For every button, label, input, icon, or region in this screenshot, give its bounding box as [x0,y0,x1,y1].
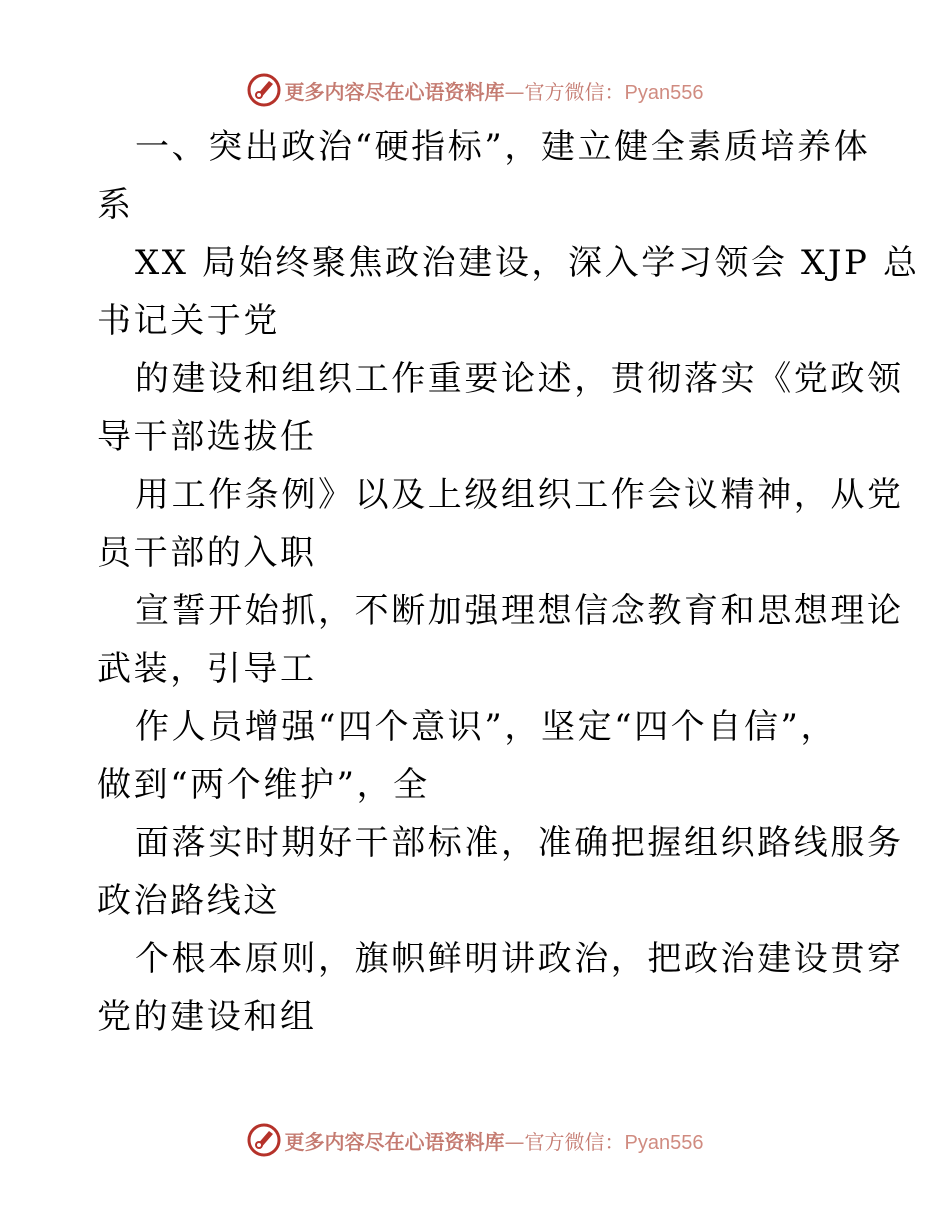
paragraph-line-indented: XX 局始终聚焦政治建设，深入学习领会 XJP 总 [135,243,920,283]
paragraph-line-continued: 做到“两个维护”，全 [97,765,430,805]
paragraph-lines [97,118,920,1046]
paragraph-line-indented: 宣誓开始抓，不断加强理想信念教育和思想理论 [135,591,904,631]
brand-logo-icon [247,1123,281,1157]
banner-separator: — [504,79,525,104]
paragraph-line-continued: 员干部的入职 [97,533,317,573]
banner-site-text: 更多内容尽在心语资料库 [284,1129,505,1154]
banner-wechat-label: 官方微信： [524,1129,625,1154]
banner-wechat-label: 官方微信： [524,79,625,104]
paragraph-line-continued: 书记关于党 [97,301,280,341]
banner-wechat-id: Pyan556 [624,1131,704,1154]
paragraph-line-indented: 的建设和组织工作重要论述，贯彻落实《党政领 [135,359,904,399]
paragraph-line-indented: 作人员增强“四个意识”，坚定“四个自信”， [135,707,838,747]
paragraph-line-continued: 党的建设和组 [97,997,317,1037]
paragraph-line-indented: 一、突出政治“硬指标”，建立健全素质培养体 [135,127,871,167]
paragraph-line-continued: 导干部选拔任 [97,417,317,457]
paragraph-line-continued: 政治路线这 [97,881,280,921]
paragraph-line-continued: 系 [97,185,134,225]
banner-site-text: 更多内容尽在心语资料库 [284,79,505,104]
document-body [97,118,920,1046]
banner-separator: — [504,1129,525,1154]
brand-logo-icon [247,73,281,107]
paragraph-line-indented: 用工作条例》以及上级组织工作会议精神，从党 [135,475,904,515]
footer-watermark [0,1120,950,1160]
paragraph-line-indented: 个根本原则，旗帜鲜明讲政治，把政治建设贯穿 [135,939,904,979]
paragraph-line-indented: 面落实时期好干部标准，准确把握组织路线服务 [135,823,904,863]
header-watermark [0,70,950,110]
paragraph-line-continued: 武装，引导工 [97,649,317,689]
banner-wechat-id: Pyan556 [624,81,704,104]
